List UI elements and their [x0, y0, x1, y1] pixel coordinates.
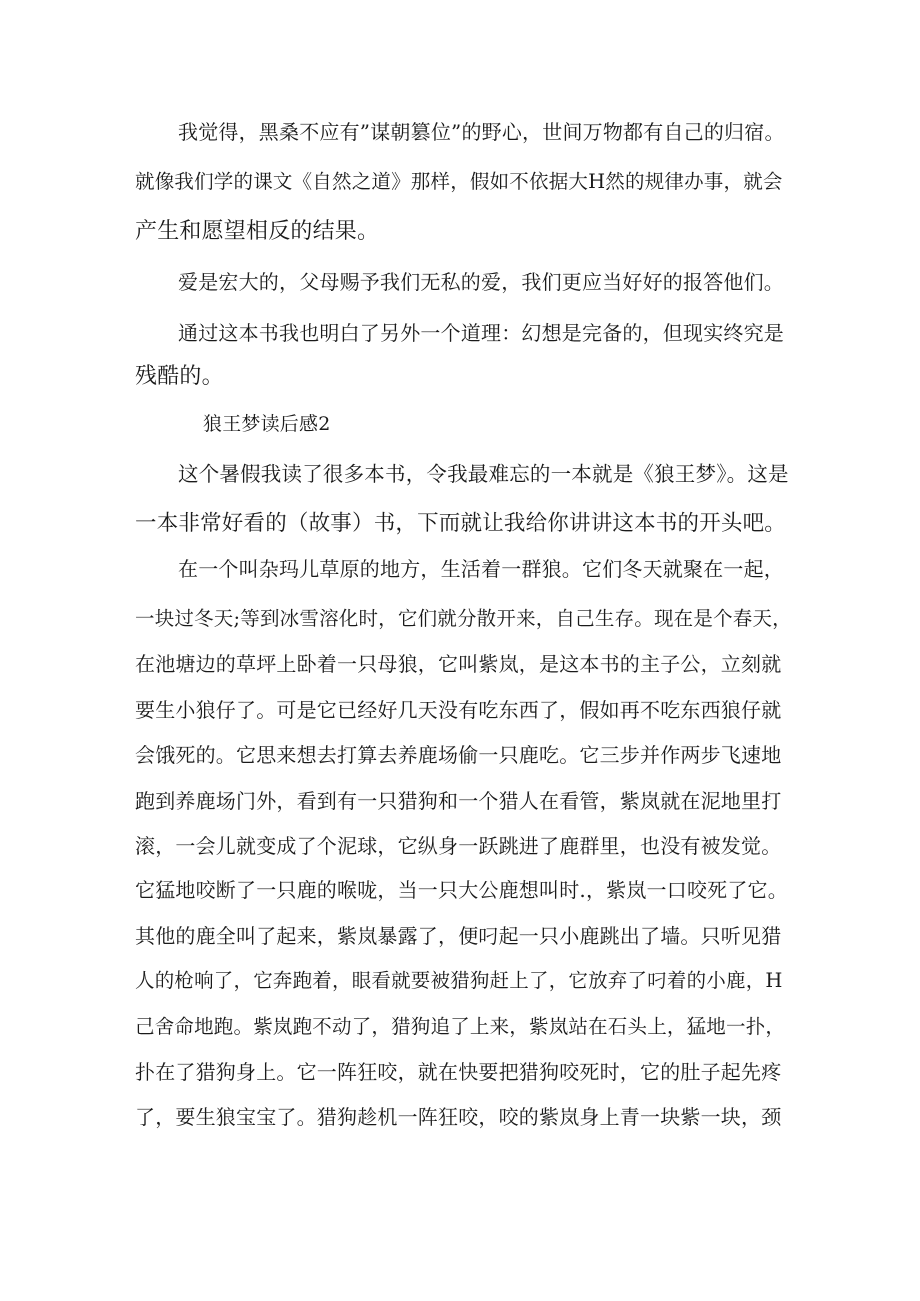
paragraph-line: 它猛地咬断了一只鹿的喉咙，当一只大公鹿想叫时.，紫岚一口咬死了它。 — [135, 878, 788, 902]
paragraph-line: 扑在了猎狗身上。它一阵狂咬，就在快要把猎狗咬死时，它的肚子起先疼 — [135, 1060, 782, 1084]
paragraph-line: 产生和愿望相反的结果。 — [135, 219, 380, 244]
paragraph-line: 要生小狼仔了。可是它已经好几天没有吃东西了，假如再不吃东西狼仔就 — [135, 698, 782, 722]
paragraph-line: 爱是宏大的，父母赐予我们无私的爱，我们更应当好好的报答他们。 — [178, 270, 784, 294]
paragraph-line: 这个暑假我读了很多本书，令我最难忘的一本就是《狼王梦》。这是 — [178, 462, 789, 486]
paragraph-line: 己舍命地跑。紫岚跑不动了，猎狗追了上来，紫岚站在石头上，猛地一扑， — [135, 1015, 786, 1038]
paragraph-line: 在一个叫杂玛儿草原的地方，生活着一群狼。它们冬天就聚在一起， — [178, 557, 784, 581]
paragraph-line: 残酷的。 — [135, 364, 224, 389]
paragraph-line: 在池塘边的草坪上卧着一只母狼，它叫紫岚，是这本书的主子公，立刻就 — [135, 652, 782, 676]
paragraph-line: 滚，一会儿就变成了个泥球，它纵身一跃跳进了鹿群里，也没有被发觉。 — [135, 834, 782, 858]
paragraph-line: 人的枪响了，它奔跑着，眼看就要被猎狗赶上了，它放弃了叼着的小鹿，H — [135, 969, 783, 992]
section-heading: 狼王梦读后感2 — [203, 413, 331, 435]
paragraph-line: 一本非常好看的（故事）书，下而就让我给你讲讲这本书的开头吧。 — [135, 511, 787, 536]
paragraph-line: 通过这本书我也明白了另外一个道理：幻想是完备的，但现实终究是 — [178, 321, 784, 345]
paragraph-line: 会饿死的。它思来想去打算去养鹿场偷一只鹿吃。它三步并作两步飞速地 — [135, 743, 782, 767]
paragraph-line: 跑到养鹿场门外，看到有一只猎狗和一个猎人在看管，紫岚就在泥地里打 — [135, 789, 782, 813]
paragraph-line: 了，要生狼宝宝了。猎狗趁机一阵狂咬，咬的紫岚身上青一块紫一块，颈 — [135, 1105, 782, 1129]
paragraph-line: 就像我们学的课文《自然之道》那样，假如不依据大H然的规律办事，就会 — [135, 170, 783, 193]
paragraph-line: 一块过冬天;等到冰雪溶化时，它们就分散开来，自己生存。现在是个春天， — [135, 607, 792, 630]
paragraph-line: 其他的鹿全叫了起来，紫岚暴露了，便叼起一只小鹿跳出了墙。只听见猎 — [135, 924, 782, 948]
paragraph-line: 我觉得，黑桑不应有”谋朝篡位”的野心，世间万物都有自己的归宿。 — [178, 120, 785, 144]
